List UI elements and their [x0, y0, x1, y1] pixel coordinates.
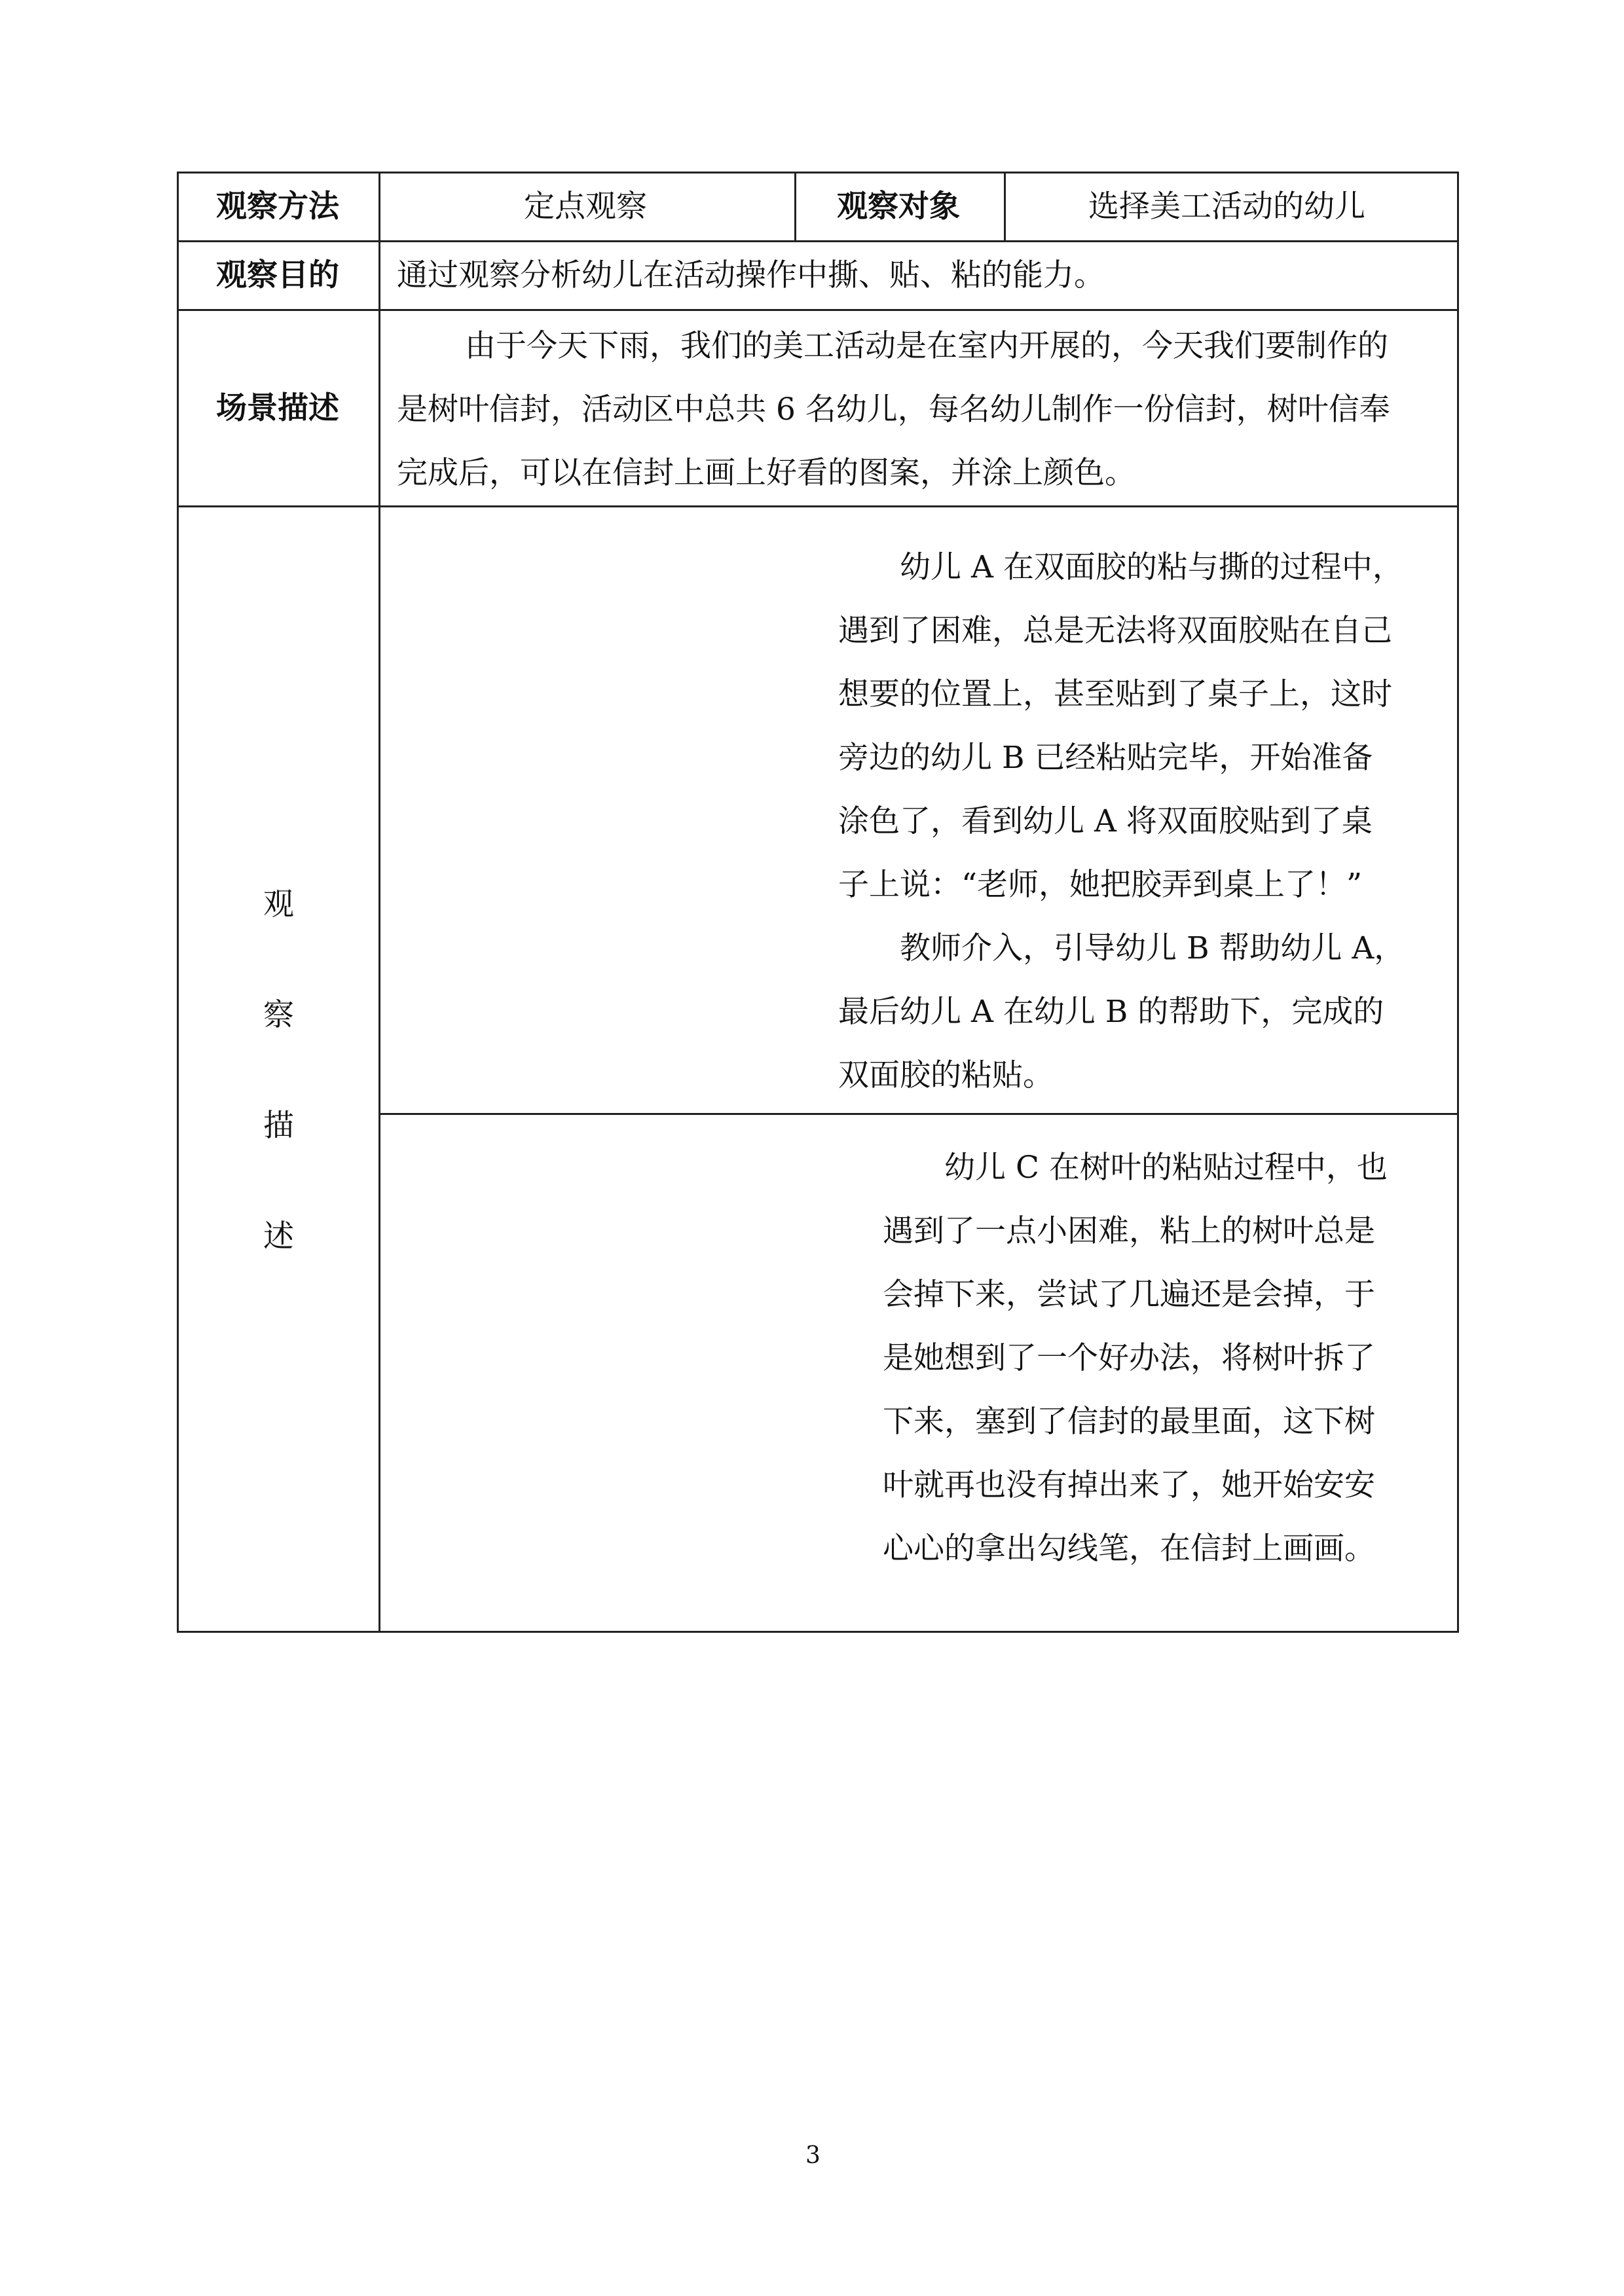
observation-label-char: 观 — [263, 886, 294, 922]
observation-line: 是她想到了一个好办法，将树叶拆了 — [883, 1340, 1375, 1376]
observation-label-char: 描 — [263, 1108, 294, 1144]
observation-line: 遇到了一点小困难，粘上的树叶总是 — [883, 1213, 1375, 1249]
row-divider — [177, 240, 1459, 242]
observation-entry-2 — [883, 1136, 1388, 1580]
scene-line: 完成后，可以在信封上画上好看的图案，并涂上颜色。 — [397, 455, 1135, 491]
purpose-label: 观察目的 — [216, 257, 339, 293]
observation-line: 幼儿 C 在树叶的粘贴过程中，也 — [944, 1150, 1388, 1186]
scene-line: 是树叶信封，活动区中总共 6 名幼儿，每名幼儿制作一份信封，树叶信奉 — [397, 392, 1390, 428]
row-divider — [177, 309, 1459, 311]
target-value: 选择美工活动的幼儿 — [1088, 189, 1365, 225]
purpose-value: 通过观察分析幼儿在活动操作中撕、贴、粘的能力。 — [397, 257, 1105, 293]
column-divider — [794, 172, 796, 241]
target-label: 观察对象 — [837, 189, 960, 225]
observation-line: 幼儿 A 在双面胶的粘与撕的过程中， — [900, 549, 1403, 585]
observation-line: 下来，塞到了信封的最里面，这下树 — [883, 1404, 1375, 1440]
observation-line: 叶就再也没有掉出来了，她开始安安 — [883, 1467, 1375, 1503]
scene-label: 场景描述 — [216, 390, 339, 426]
observation-line: 想要的位置上，甚至贴到了桌子上，这时 — [838, 676, 1392, 712]
page-number: 3 — [805, 2142, 821, 2169]
observation-line: 最后幼儿 A 在幼儿 B 的帮助下，完成的 — [838, 994, 1384, 1030]
scene-line: 由于今天下雨，我们的美工活动是在室内开展的，今天我们要制作的 — [465, 328, 1388, 364]
method-value: 定点观察 — [524, 189, 647, 225]
observation-label-char: 述 — [263, 1218, 294, 1254]
observation-line: 双面胶的粘贴。 — [838, 1057, 1054, 1093]
column-divider — [1004, 172, 1006, 241]
column-divider — [378, 172, 380, 1633]
scene-description — [397, 314, 1390, 505]
row-divider — [380, 1113, 1459, 1115]
method-label: 观察方法 — [216, 189, 339, 225]
observation-line: 心心的拿出勾线笔，在信封上画画。 — [883, 1531, 1375, 1567]
observation-line: 教师介入，引导幼儿 B 帮助幼儿 A， — [900, 930, 1405, 966]
observation-line: 涂色了，看到幼儿 A 将双面胶贴到了桌 — [838, 803, 1373, 839]
observation-entry-1 — [838, 536, 1405, 1107]
observation-line: 旁边的幼儿 B 已经粘贴完毕，开始准备 — [838, 740, 1373, 776]
observation-label-char: 察 — [263, 997, 294, 1033]
observation-line: 会掉下来，尝试了几遍还是会掉，于 — [883, 1277, 1375, 1313]
observation-line: 遇到了困难，总是无法将双面胶贴在自己 — [838, 613, 1392, 649]
observation-line: 子上说：“老师，她把胶弄到桌上了！” — [838, 867, 1363, 903]
row-divider — [177, 505, 1459, 507]
